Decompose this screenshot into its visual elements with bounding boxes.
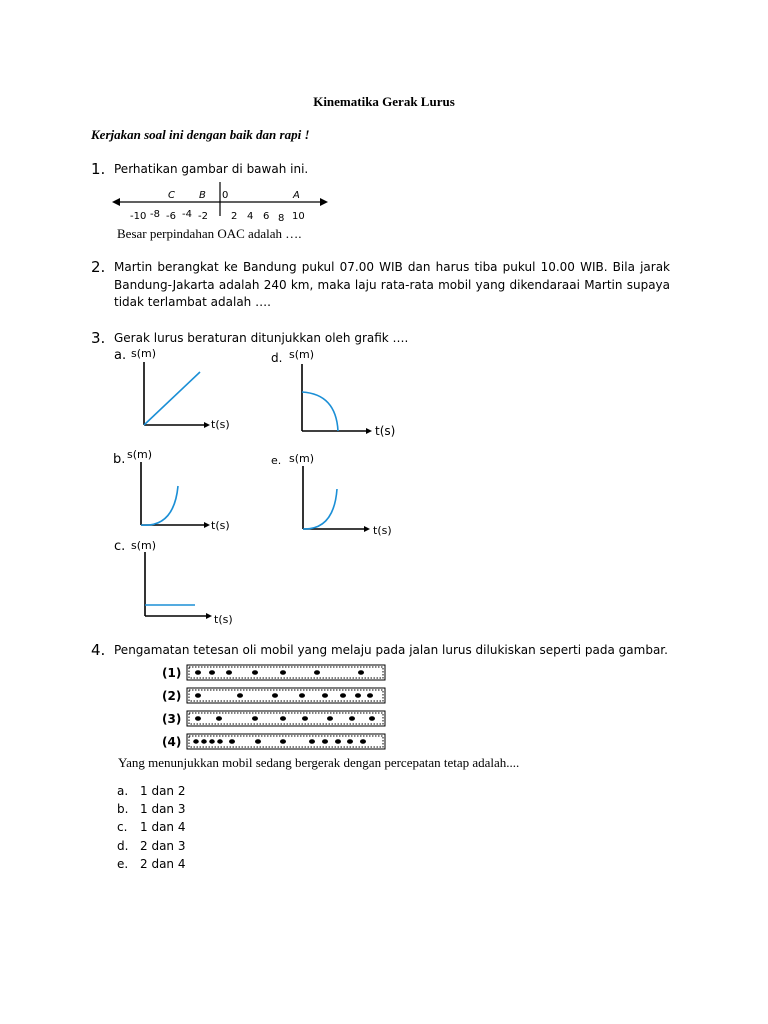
q1-text: Perhatikan gambar di bawah ini. xyxy=(114,162,309,176)
option-e[interactable] xyxy=(117,855,185,873)
q4-number: 4. xyxy=(91,641,106,659)
tick-label: -6 xyxy=(166,211,176,222)
option-c[interactable] xyxy=(117,818,185,836)
q3-text: Gerak lurus beraturan ditunjukkan oleh grafik …. xyxy=(114,331,409,345)
option-label: c. xyxy=(117,820,128,835)
graph-c-y-label: s(m) xyxy=(131,539,157,552)
graph-b xyxy=(136,460,212,530)
option-d[interactable] xyxy=(117,837,185,855)
tick-label: 8 xyxy=(278,213,285,224)
graph-c-x-label: t(s) xyxy=(214,613,233,626)
graph-c xyxy=(140,550,216,622)
oil-drops-figure xyxy=(160,660,390,752)
strip-1-drops xyxy=(195,670,364,675)
option-label: b. xyxy=(117,802,129,817)
graph-d-arrow xyxy=(366,428,372,434)
strip-3-drops xyxy=(195,716,375,721)
number-line-arrow-right xyxy=(320,198,328,206)
graph-e-label: e. xyxy=(271,454,282,467)
q4-text: Pengamatan tetesan oli mobil yang melaju pada jalan lurus dilukiskan seperti pada gambar. xyxy=(114,643,668,657)
q1-number: 1. xyxy=(91,160,106,178)
option-label: e. xyxy=(117,856,129,871)
graph-e xyxy=(298,464,374,534)
strip-label: (3) xyxy=(162,712,182,726)
answer-options xyxy=(117,782,185,873)
graph-a-arrow xyxy=(204,422,210,428)
graph-a-y-label: s(m) xyxy=(131,347,157,360)
option-text: 2 dan 4 xyxy=(140,856,186,871)
tick-label: -4 xyxy=(182,209,192,220)
graph-d-curve xyxy=(302,392,338,431)
graph-a-curve xyxy=(144,372,200,425)
option-a[interactable] xyxy=(117,782,185,800)
option-text: 2 dan 3 xyxy=(140,838,186,853)
option-label: d. xyxy=(117,838,129,853)
graph-c-label: c. xyxy=(114,539,126,554)
tick-label: -2 xyxy=(198,211,208,222)
tick-label: 6 xyxy=(263,211,270,222)
q1-question: Besar perpindahan OAC adalah …. xyxy=(117,226,302,241)
option-b[interactable] xyxy=(117,800,185,818)
number-line xyxy=(110,176,330,224)
strip-label: (4) xyxy=(162,735,182,749)
tick-label: -8 xyxy=(150,209,160,220)
strip-2-drops xyxy=(195,693,373,698)
point-b: B xyxy=(199,190,206,201)
option-label: a. xyxy=(117,784,129,798)
tick-label: -10 xyxy=(130,211,147,222)
instruction: Kerjakan soal ini dengan baik dan rapi ! xyxy=(91,127,310,142)
graph-b-x-label: t(s) xyxy=(211,519,230,532)
option-text: 1 dan 3 xyxy=(140,802,186,817)
page-title: Kinematika Gerak Lurus xyxy=(313,94,455,109)
graph-b-label: b. xyxy=(113,452,126,467)
graph-e-y-label: s(m) xyxy=(289,452,315,465)
point-a: A xyxy=(293,190,300,201)
graph-e-curve xyxy=(303,489,337,529)
graph-d xyxy=(298,362,376,436)
graph-d-x-label: t(s) xyxy=(375,424,396,438)
graph-e-arrow xyxy=(364,526,370,532)
graph-c-arrow xyxy=(206,613,212,619)
graph-d-label: d. xyxy=(271,351,283,365)
number-line-arrow-left xyxy=(112,198,120,206)
tick-label: 4 xyxy=(247,211,254,222)
graph-b-arrow xyxy=(204,522,210,528)
q3-number: 3. xyxy=(91,329,106,347)
option-text: 1 dan 2 xyxy=(140,784,186,798)
graph-a xyxy=(140,360,212,430)
point-c: C xyxy=(168,190,175,201)
strip-4-drops xyxy=(193,739,366,744)
tick-label: 10 xyxy=(292,211,305,222)
q2-text: Martin berangkat ke Bandung pukul 07.00 WIB dan harus tiba pukul 10.00 WIB. Bila jarak Bandung-Jakarta adalah 240 km, maka laju rata-rata mobil yang dikendaraai Martin supaya tidak terlambat adalah …. xyxy=(114,260,670,309)
graph-b-y-label: s(m) xyxy=(127,448,153,461)
q4-question: Yang menunjukkan mobil sedang bergerak dengan percepatan tetap adalah.... xyxy=(118,755,520,770)
strip-label: (1) xyxy=(162,666,182,680)
graph-e-x-label: t(s) xyxy=(373,524,392,537)
point-zero: 0 xyxy=(222,190,229,201)
graph-a-x-label: t(s) xyxy=(211,418,230,431)
graph-d-y-label: s(m) xyxy=(289,348,315,361)
graph-b-curve xyxy=(141,486,178,525)
tick-label: 2 xyxy=(231,211,238,222)
strip-label: (2) xyxy=(162,689,182,703)
graph-a-label: a. xyxy=(114,348,127,363)
option-text: 1 dan 4 xyxy=(140,820,186,835)
q2-number: 2. xyxy=(91,258,106,276)
